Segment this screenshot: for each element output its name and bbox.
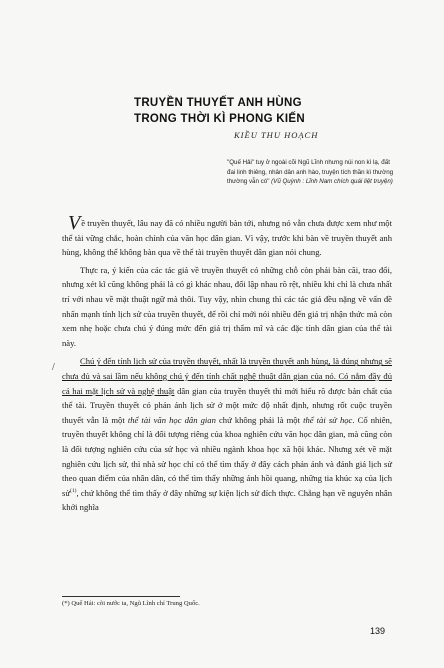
footnote: (*) Quế Hải: cõi nước ta, Ngũ Lĩnh chỉ Trung Quốc. [62, 600, 200, 607]
title-line-2: TRONG THỜI KÌ PHONG KIẾN [134, 113, 305, 125]
paragraph-3-text-c: chứ không phải là một [215, 414, 304, 425]
paragraph-3-italic-1: thể tài văn học dân gian [127, 414, 216, 425]
paragraph-3-text-d: . Cố nhiên, truyền thuyết không chỉ là đối tượng riêng của khoa nghiên cứu văn học dân gian, mà cũng còn là đối tượng nghiên cứu của sử học và nhiều ngành khoa học xã hội khác. Nhưng xét về mặt nghiên cứu lịch sử, thì nhà sử học chỉ có thể tìm thấy ở đây cách phản ánh và đánh giá lịch sử theo quan điểm của nhân dân, có thể tìm thấy những ánh hồi quang, những tia khúc xạ của lịch sử [62, 414, 392, 498]
margin-mark: / [52, 362, 55, 373]
footnote-divider [62, 596, 180, 597]
paragraph-1 [62, 212, 392, 260]
paragraph-3-text-e: , chứ không thể tìm thấy ở đây những sự kiện lịch sử đích thực. Chẳng hạn về nguyên nhân khởi nghĩa [62, 487, 392, 513]
article-title [134, 95, 394, 127]
epigraph-quote: "Quế Hải" tuy ở ngoài cõi Ngũ Lĩnh nhưng núi non kì lạ, đất đai linh thiêng, nhân dân anh hào, truyện tích thần kì thường thường vẫn có" [227, 159, 394, 186]
paragraph-2: Thực ra, ý kiến của các tác giả về truyền thuyết có những chỗ còn phải bàn cãi, trao đổi, nhưng xét kĩ cũng không phải là có gì khác nhau, đối lập nhau rõ rệt, nhiều khi chỉ là chưa nhất trí với nhau về mặt thuật ngữ mà thôi. Tuy vậy, nhìn chung thì các tác giả đều nặng về vấn đề nhấn mạnh tính lịch sử của truyền thuyết, để rồi chỉ mới nói nhiều đến giá trị nhận thức mà còn xem nhẹ hoặc chưa chú ý đúng mức đến giá trị thẩm mĩ và các đặc tính dân gian của thể tài này. [62, 264, 392, 348]
author-name: KIỀU THU HOẠCH [234, 130, 319, 140]
title-line-1: TRUYỀN THUYẾT ANH HÙNG [134, 97, 302, 109]
drop-cap: V [68, 212, 81, 234]
epigraph-source: (Vũ Quỳnh : Lĩnh Nam chích quái liệt truyện) [271, 178, 393, 186]
paragraph-3-italic-2: thể tài sử học [303, 414, 353, 425]
paragraph-3-underlined: Chú ý đến tính lịch sử của truyền thuyết, nhất là truyền thuyết anh hùng, là đúng nhưng sẽ chưa đủ và sai lầm nếu không chú ý đến tính chất nghệ thuật dân gian của nó. Có nắm đầy đủ cả hai mặt lịch sử và nghệ thuật [62, 356, 392, 396]
page-number: 139 [370, 626, 386, 636]
epigraph [227, 158, 399, 187]
paragraph-3-text-b: dân gian của truyền thuyết thì mới hiểu rõ được bản chất của thể tài. Truyền thuyết có phản ánh lịch sử ở một mức độ nhất định, nhưng rốt cuộc truyền thuyết vẫn là một [62, 385, 392, 425]
footnote-ref: (1) [70, 487, 77, 494]
paragraph-1-text: ề truyền thuyết, lâu nay đã có nhiều người bàn tới, nhưng nó vẫn chưa được xem như một thể tài vững chắc, hoàn chỉnh của văn học dân gian. Vì vậy, trước khi bàn về truyền thuyết anh hùng, không thể không bàn qua về thể tài truyền thuyết dân gian nói chung. [62, 218, 392, 258]
article-body [62, 212, 392, 515]
paragraph-3 [62, 354, 392, 515]
